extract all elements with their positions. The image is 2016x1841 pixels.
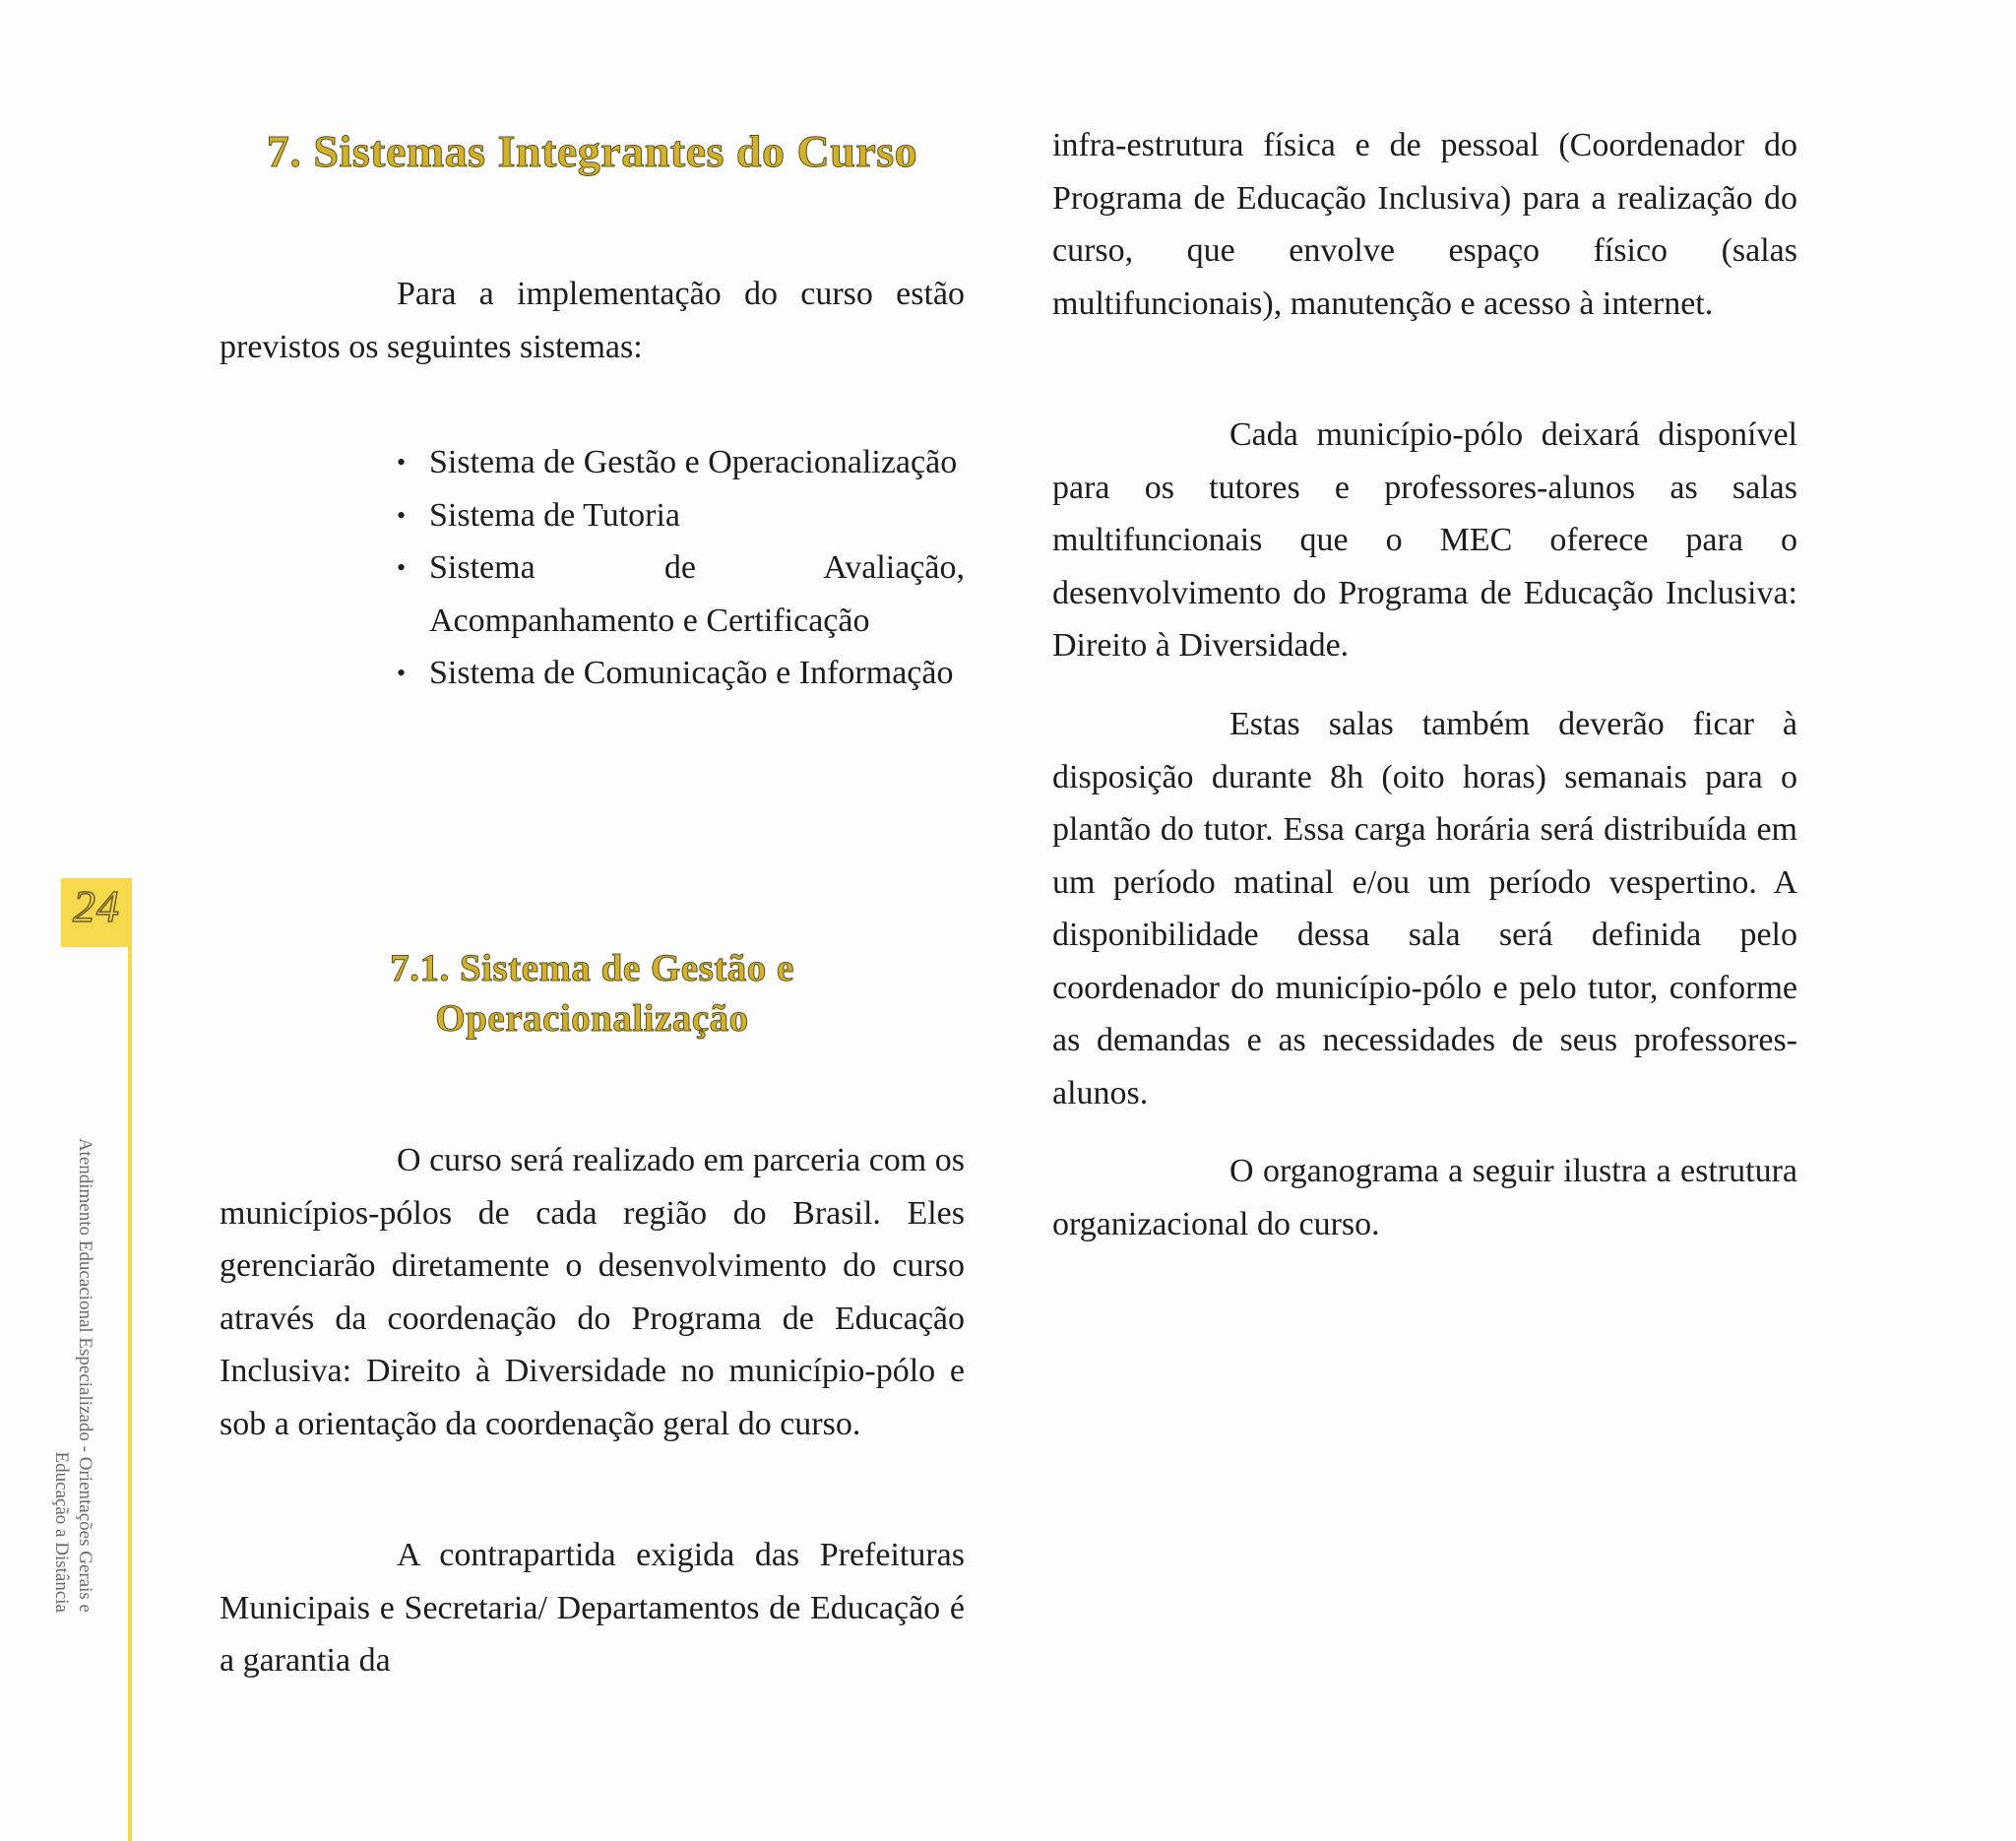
section-heading: 7. Sistemas Integrantes do Curso: [266, 126, 918, 176]
running-title: [49, 1061, 96, 1613]
page-number-box: [61, 878, 132, 947]
body-paragraph: O organograma a seguir ilustra a estrutura organizacional do curso.: [1052, 1153, 1797, 1242]
intro-paragraph: Para a implementação do curso estão previstos os seguintes sistemas:: [220, 276, 965, 365]
margin-rule: [128, 945, 132, 1841]
body-paragraph: Cada município-pólo deixará disponível para os tutores e professores-alunos as salas multifuncionais que o MEC oferece para o desenvolvimento do Programa de Educação Inclusiva: Direito à Diversidade.: [1052, 416, 1797, 664]
list-item: • Sistema de Avaliação, Acompanhamento e Certificação: [397, 541, 965, 647]
body-paragraph: infra-estrutura física e de pessoal (Coordenador do Programa de Educação Inclusiva) para a realização do curso, que envolve espaço físico (salas multifuncionais), manutenção e acesso à internet.: [1052, 127, 1797, 322]
page-number: 24: [73, 881, 120, 931]
body-paragraph: Estas salas também deverão ficar à disposição durante 8h (oito horas) semanais para o plantão do tutor. Essa carga horária será distribuída em um período matinal e/ou um período vespertino. A disponibilidade dessa sala será definida pelo coordenador do município-pólo e pelo tutor, conforme as demandas e as necessidades de seus professores-alunos.: [1052, 706, 1797, 1111]
running-title-line-1: Atendimento Educacional Especializado - Orientações Gerais e: [75, 1137, 95, 1613]
body-paragraph: O curso será realizado em parceria com os municípios-pólos de cada região do Brasil. Eles gerenciarão diretamente o desenvolvimento do curso através da coordenação do Programa de Educação Inclusiva: Direito à Diversidade no município-pólo e sob a orientação da coordenação geral do curso.: [220, 1142, 965, 1442]
subsection-heading-line-2: Operacionalização: [435, 997, 749, 1040]
subsection-heading: [220, 943, 965, 1044]
running-title-line-2: Educação a Distância: [51, 1451, 72, 1613]
list-item: • Sistema de Gestão e Operacionalização: [397, 436, 965, 489]
list-item: • Sistema de Tutoria: [397, 489, 965, 542]
list-item: • Sistema de Comunicação e Informação: [397, 647, 965, 700]
subsection-heading-line-1: 7.1. Sistema de Gestão e: [390, 947, 794, 989]
body-paragraph: A contrapartida exigida das Prefeituras Municipais e Secretaria/ Departamentos de Educação é a garantia da: [220, 1537, 965, 1679]
systems-list: [397, 436, 965, 700]
